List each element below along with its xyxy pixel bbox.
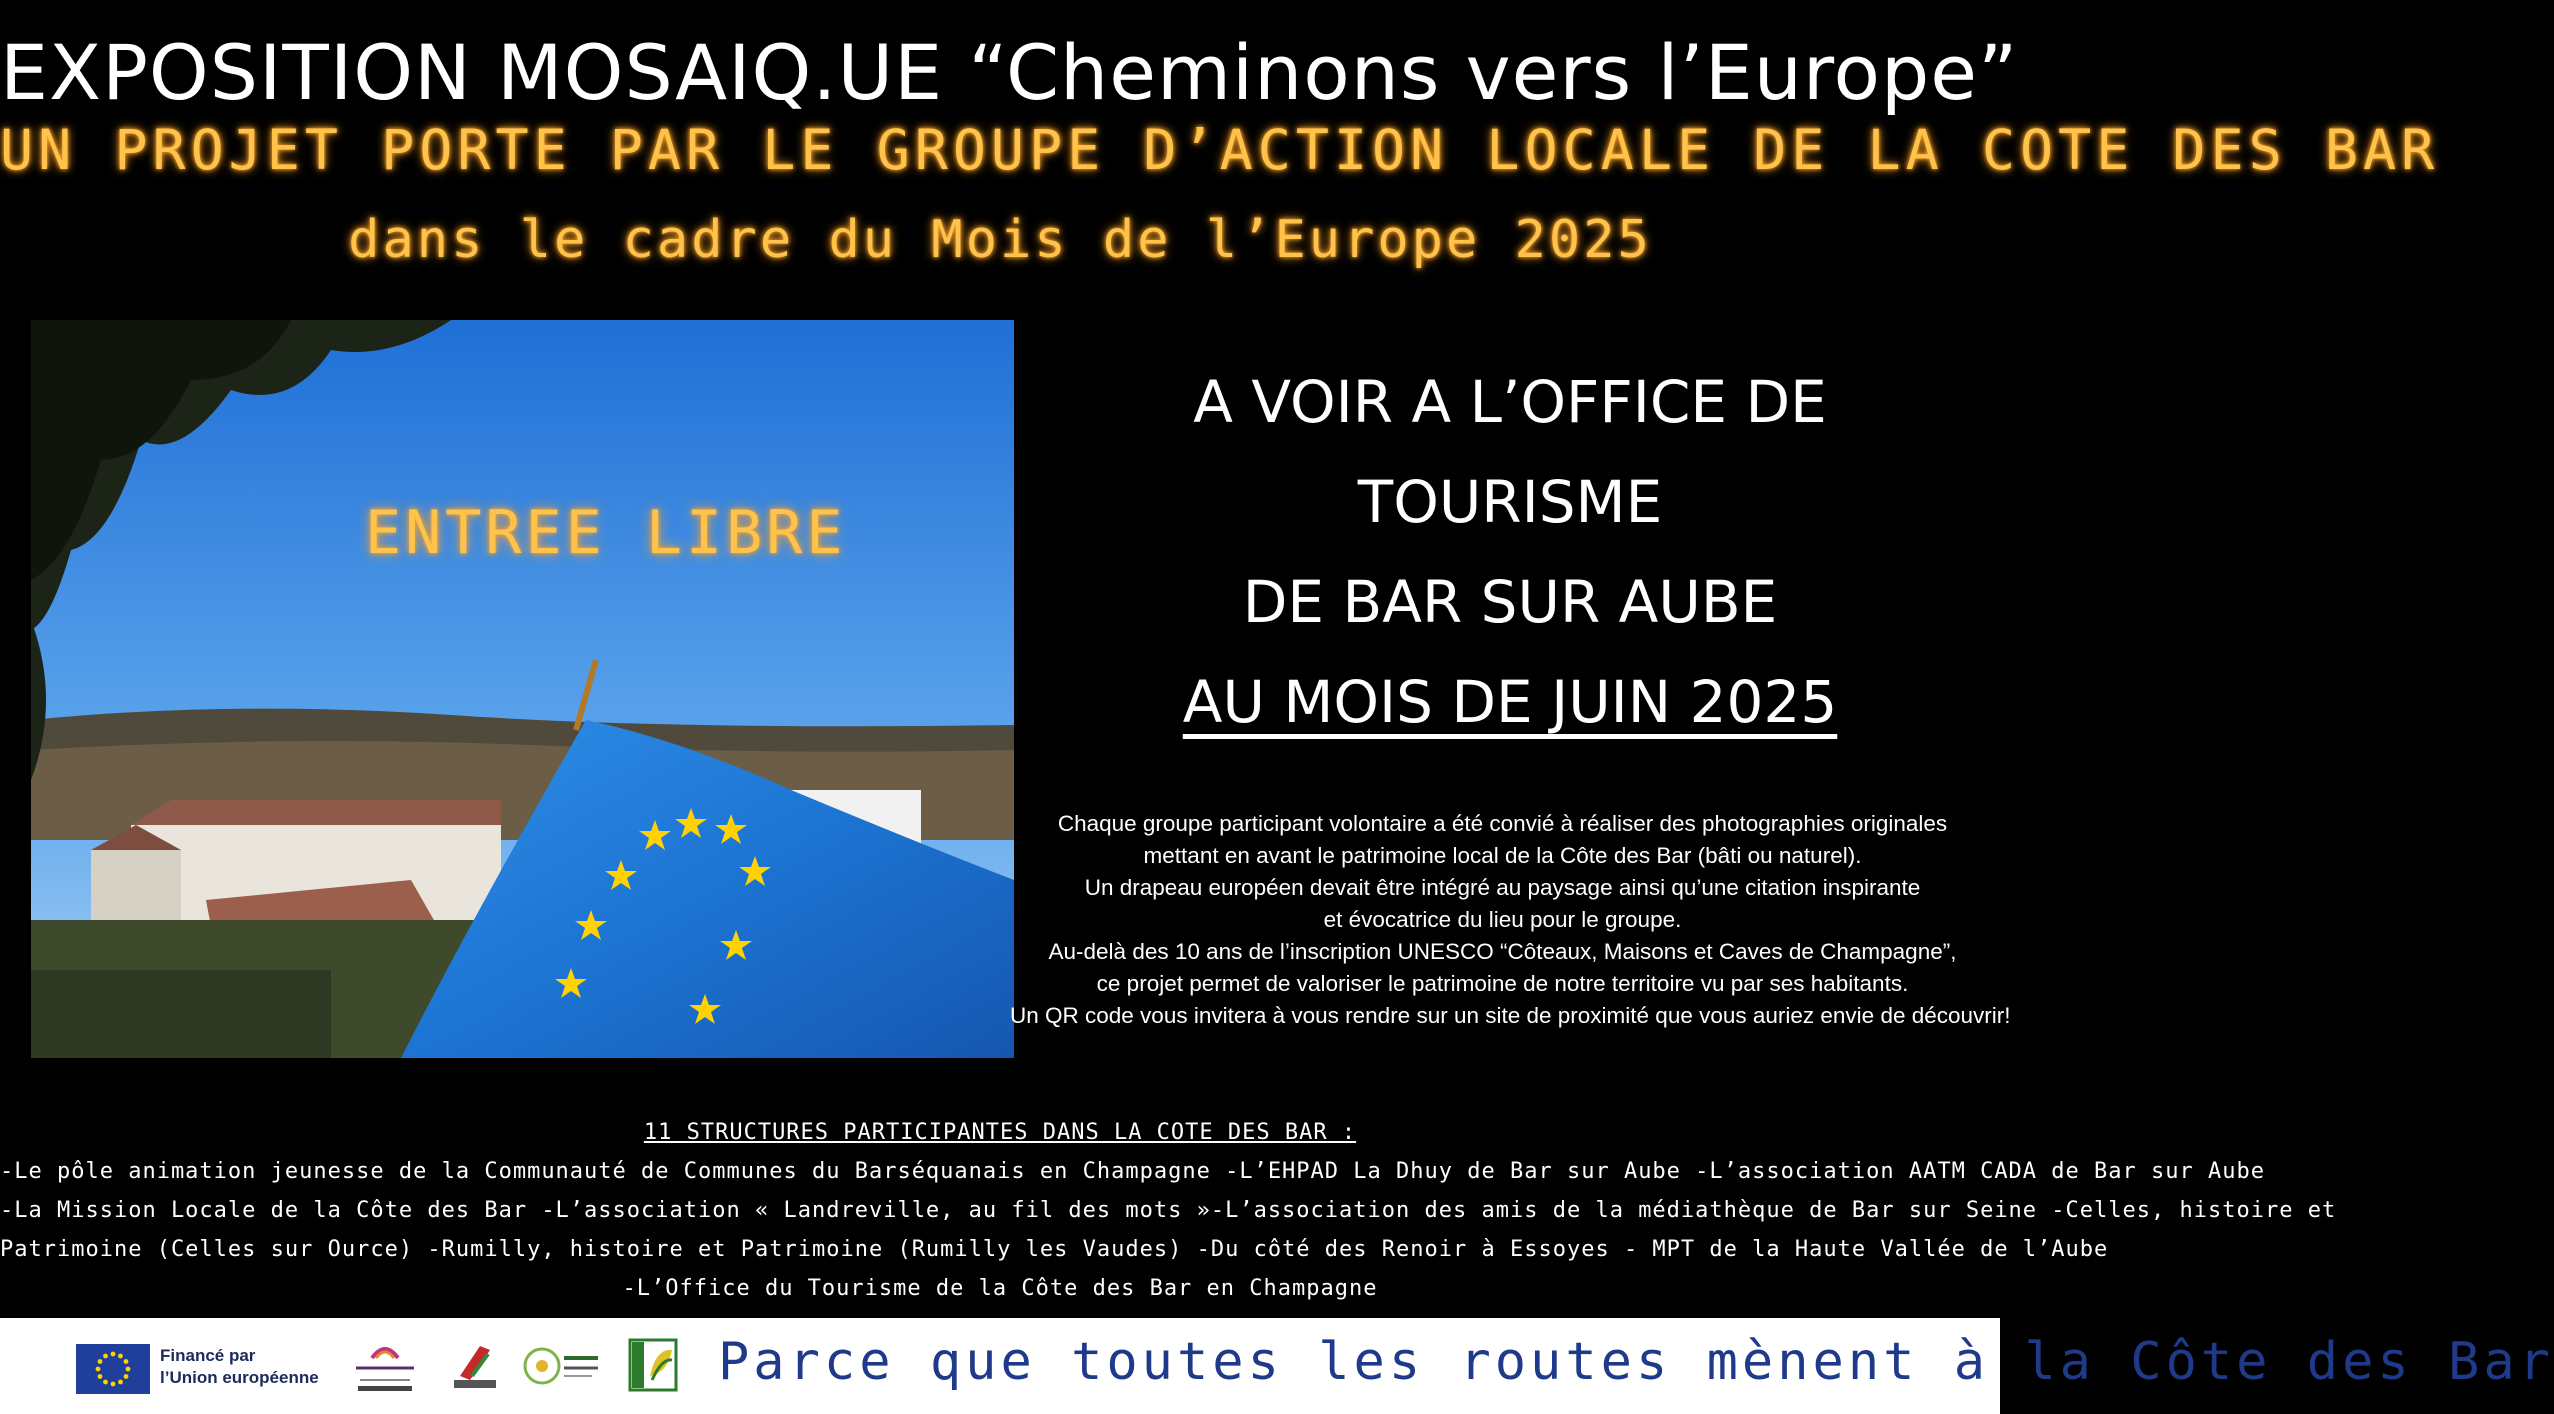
page-title: EXPOSITION MOSAIQ.UE “Cheminons vers l’Europe” [0, 28, 2019, 117]
description-line: Chaque groupe participant volontaire a été convié à réaliser des photographies originales [1057, 811, 1948, 836]
leader-logo [628, 1336, 678, 1396]
description-line: Un drapeau européen devait être intégré au paysage ainsi qu’une citation inspirante [1084, 875, 1921, 900]
description-line: Au-delà des 10 ans de l’inscription UNESCO “Côteaux, Maisons et Caves de Champagne”, [1048, 939, 1957, 964]
bar-sur-aube-logo [450, 1336, 500, 1396]
funding-line: l’Union européenne [160, 1368, 319, 1387]
structures-line: -L’Office du Tourisme de la Côte des Bar en Champagne [622, 1276, 1378, 1301]
venue-line: DE BAR SUR AUBE [1242, 568, 1778, 636]
structures-heading: 11 STRUCTURES PARTICIPANTES DANS LA COTE DES BAR : [643, 1120, 1357, 1145]
exhibition-photo [31, 320, 1014, 1058]
participating-structures [0, 1113, 2337, 1308]
description-line: ce projet permet de valoriser le patrimoine de notre territoire vu par ses habitants. [1096, 971, 1909, 996]
venue-line: A VOIR A L’OFFICE DE [1193, 368, 1827, 436]
eu-funding-label [160, 1345, 319, 1389]
gal-cote-des-bar-logo [522, 1336, 602, 1396]
eu-flag-logo [76, 1344, 150, 1394]
project-subtitle: UN PROJET PORTE PAR LE GROUPE D’ACTION LOCALE DE LA COTE DES BAR [0, 118, 2440, 182]
free-entry-label: ENTREE LIBRE [365, 498, 847, 568]
description-line: Un QR code vous invitera à vous rendre sur un site de proximité que vous auriez envie de découvrir! [1010, 1003, 2011, 1028]
venue-date: AU MOIS DE JUIN 2025 [1182, 668, 1838, 736]
europe-month-line: dans le cadre du Mois de l’Europe 2025 [348, 210, 1652, 270]
slogan: Parce que toutes les routes mènent à la Côte des Bar [718, 1332, 2554, 1392]
structures-line: Patrimoine (Celles sur Ource) -Rumilly, histoire et Patrimoine (Rumilly les Vaudes) -Du côté des Renoir à Essoyes - MPT de la Haute Vallée de l’Aube [0, 1237, 2109, 1262]
description-line: et évocatrice du lieu pour le groupe. [1323, 907, 1682, 932]
footer-band [0, 1318, 2554, 1414]
structures-line: -La Mission Locale de la Côte des Bar -L’association « Landreville, au fil des mots »-L’association des amis de la médiathèque de Bar sur Seine -Celles, histoire et [0, 1198, 2337, 1223]
structures-line: -Le pôle animation jeunesse de la Communauté de Communes du Barséquanais en Champagne -L’EHPAD La Dhuy de Bar sur Aube -L’association AATM CADA de Bar sur Aube [0, 1159, 2265, 1184]
project-description [1010, 808, 2011, 1032]
barsequanais-logo [350, 1336, 420, 1396]
description-line: mettant en avant le patrimoine local de la Côte des Bar (bâti ou naturel). [1143, 843, 1862, 868]
venue-info [1060, 352, 1960, 752]
venue-line: TOURISME [1357, 468, 1663, 536]
funding-line: Financé par [160, 1346, 256, 1365]
